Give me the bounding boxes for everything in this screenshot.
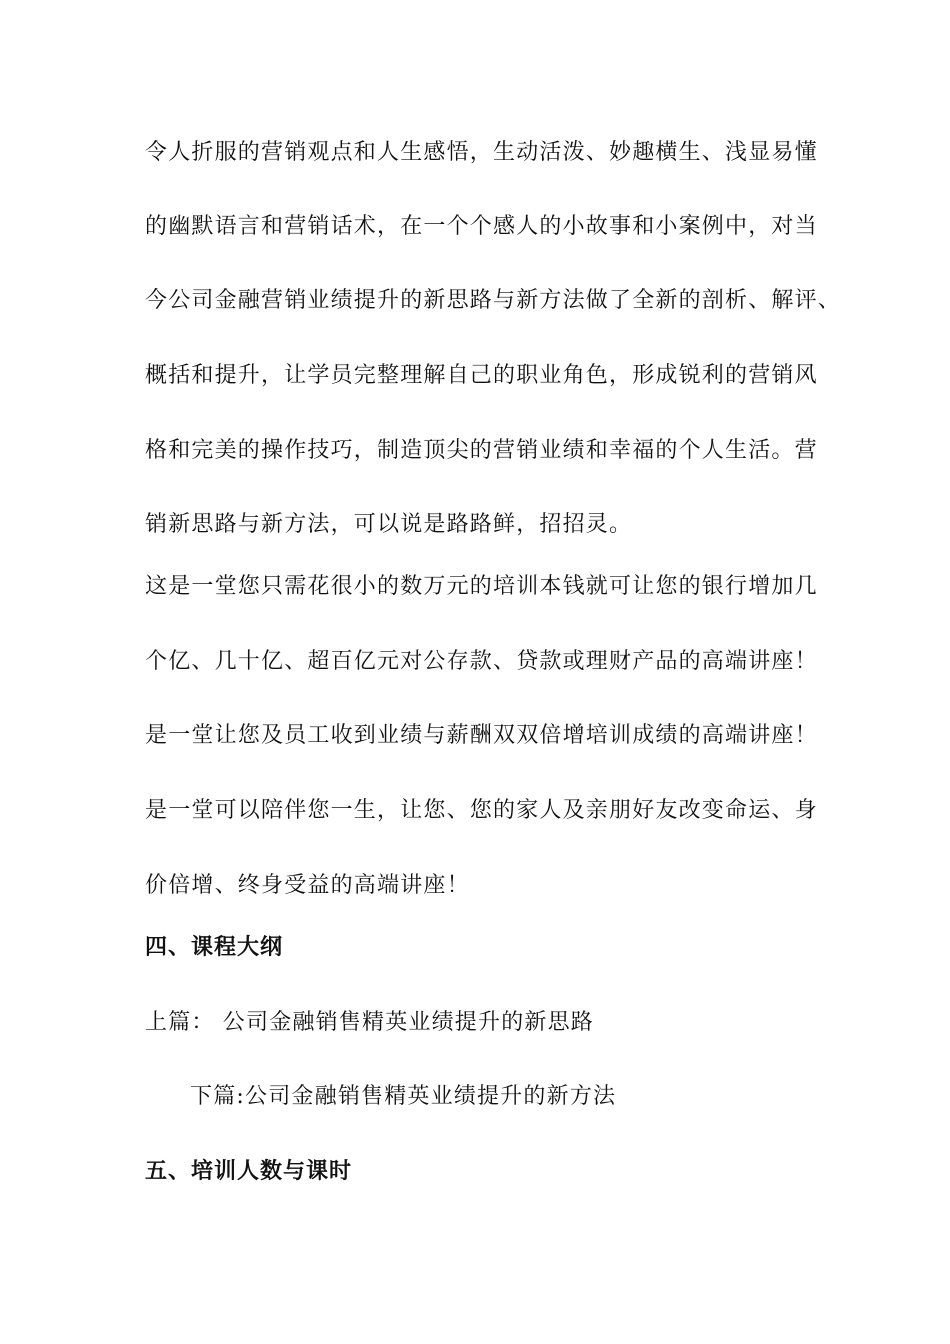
paragraph-line: 令人折服的营销观点和人生感悟，生动活泼、妙趣横生、浅显易懂 bbox=[145, 140, 818, 165]
paragraph-line: 概括和提升，让学员完整理解自己的职业角色，形成锐利的营销风 bbox=[145, 363, 818, 388]
paragraph-line: 的幽默语言和营销话术，在一个个感人的小故事和小案例中，对当 bbox=[145, 214, 818, 239]
paragraph-line: 今公司金融营销业绩提升的新思路与新方法做了全新的剖析、解评、 bbox=[145, 288, 842, 313]
paragraph-line: 格和完美的操作技巧，制造顶尖的营销业绩和幸福的个人生活。营 bbox=[145, 438, 818, 463]
paragraph-line: 销新思路与新方法，可以说是路路鲜，招招灵。 bbox=[145, 512, 633, 537]
paragraph-line: 是一堂可以陪伴您一生，让您、您的家人及亲朋好友改变命运、身 bbox=[145, 798, 818, 823]
paragraph-line: 是一堂让您及员工收到业绩与薪酬双双倍增培训成绩的高端讲座！ bbox=[145, 723, 818, 748]
outline-part-2: 下篇:公司金融销售精英业绩提升的新方法 bbox=[190, 1084, 617, 1109]
section-heading: 四、课程大纲 bbox=[145, 935, 284, 960]
outline-part-1: 上篇： 公司金融销售精英业绩提升的新思路 bbox=[145, 1010, 594, 1035]
section-heading: 五、培训人数与课时 bbox=[145, 1159, 353, 1184]
paragraph-line: 个亿、几十亿、超百亿元对公存款、贷款或理财产品的高端讲座！ bbox=[145, 649, 818, 674]
paragraph-line: 价倍增、终身受益的高端讲座！ bbox=[145, 873, 470, 898]
paragraph-line: 这是一堂您只需花很小的数万元的培训本钱就可让您的银行增加几 bbox=[145, 574, 818, 599]
